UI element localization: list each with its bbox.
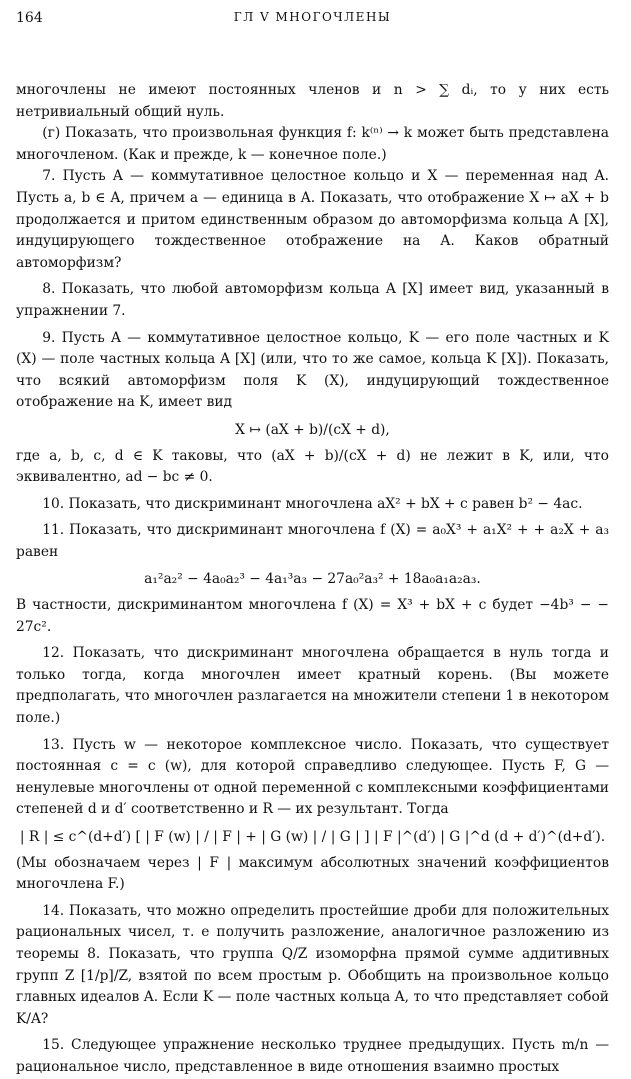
page-header — [16, 10, 609, 34]
exercise-7: 7. Пусть A — коммутативное целостное кольцо и X — переменная над A. Пусть a, b ∈ A, причем a — единица в A. Показать, что отображение X ↦ aX + b продолжается и притом единственным образом до автоморфизма кольца A [X], индуцирующего тождественное отображение на A. Каков обратный автоморфизм? — [16, 168, 609, 271]
exercise-14: 14. Показать, что можно определить простейшие дроби для положительных рациональных чисел, т. е получить разложение, аналогичное разложению из теоремы 8. Показать, что группа Q/Z изоморфна прямой сумме аддитивных групп Z [1/p]/Z, взятой по всем простым p. Обобщить на произвольное кольцо главных идеалов A. Если K — поле частных кольца A, то что представляет собой K/A? — [16, 902, 609, 1027]
exercise-15: 15. Следующее упражнение несколько труднее предыдущих. Пусть m/n — рациональное число, представленное в виде отношения взаимно простых — [16, 1037, 609, 1075]
running-title: ГЛ V МНОГОЧЛЕНЫ — [233, 10, 392, 24]
exercise-8: 8. Показать, что любой автоморфизм кольца A [X] имеет вид, указанный в упражнении 7. — [16, 281, 609, 319]
exercise-13: 13. Пусть w — некоторое комплексное число. Показать, что существует постоянная c = c (w), для которой справедливо следующее. Пусть F, G — ненулевые многочлены от одной переменной с комплексными коэффициентами степеней d и d′ соответственно и R — их результант. Тогда — [16, 736, 609, 818]
formula-automorphism: X ↦ (aX + b)/(cX + d), — [235, 421, 390, 438]
paragraph-continuation: многочлены не имеют постоянных членов и n > ∑ dᵢ, то у них есть нетривиальный общий нуль. — [16, 82, 609, 120]
formula-discriminant: a₁²a₂² − 4a₀a₂³ − 4a₁³a₃ − 27a₀²a₃² + 18a₀a₁a₂a₃. — [144, 571, 481, 588]
exercise-6g: (г) Показать, что произвольная функция f: k⁽ⁿ⁾ → k может быть представлена многочленом. (Как и прежде, k — конечное поле.) — [16, 125, 609, 163]
page-number: 164 — [16, 10, 43, 26]
page-body — [16, 80, 609, 1079]
formula-resultant-bound: | R | ≤ c^(d+d′) [ | F (w) | / | F | + | G (w) | / | G | ] | F |^(d′) | G |^d (d + d′)^(d+d′). — [19, 829, 606, 845]
exercise-11: 11. Показать, что дискриминант многочлена f (X) = a₀X³ + a₁X² + + a₂X + a₃ равен — [16, 522, 609, 560]
exercise-11-special-case: В частности, дискриминантом многочлена f (X) = X³ + bX + c будет −4b³ − − 27c². — [16, 597, 609, 635]
exercise-10: 10. Показать, что дискриминант многочлена aX² + bX + c равен b² − 4ac. — [42, 495, 583, 512]
exercise-12: 12. Показать, что дискриминант многочлена обращается в нуль тогда и только тогда, когда многочлен имеет кратный корень. (Вы можете предполагать, что многочлен разлагается на множители степени 1 в некотором поле.) — [16, 645, 609, 727]
exercise-13-note: (Мы обозначаем через | F | максимум абсолютных значений коэффициентов многочлена F.) — [16, 854, 609, 893]
exercise-9-condition: где a, b, c, d ∈ K таковы, что (aX + b)/(cX + d) не лежит в K, или, что эквивалентно, ad − bc ≠ 0. — [16, 447, 609, 486]
exercise-9: 9. Пусть A — коммутативное целостное кольцо, K — его поле частных и K (X) — поле частных кольца A [X] (или, что то же самое, кольца K [X]). Показать, что всякий автоморфизм поля K (X), индуцирующий тождественное отображение на K, имеет вид — [16, 329, 609, 411]
